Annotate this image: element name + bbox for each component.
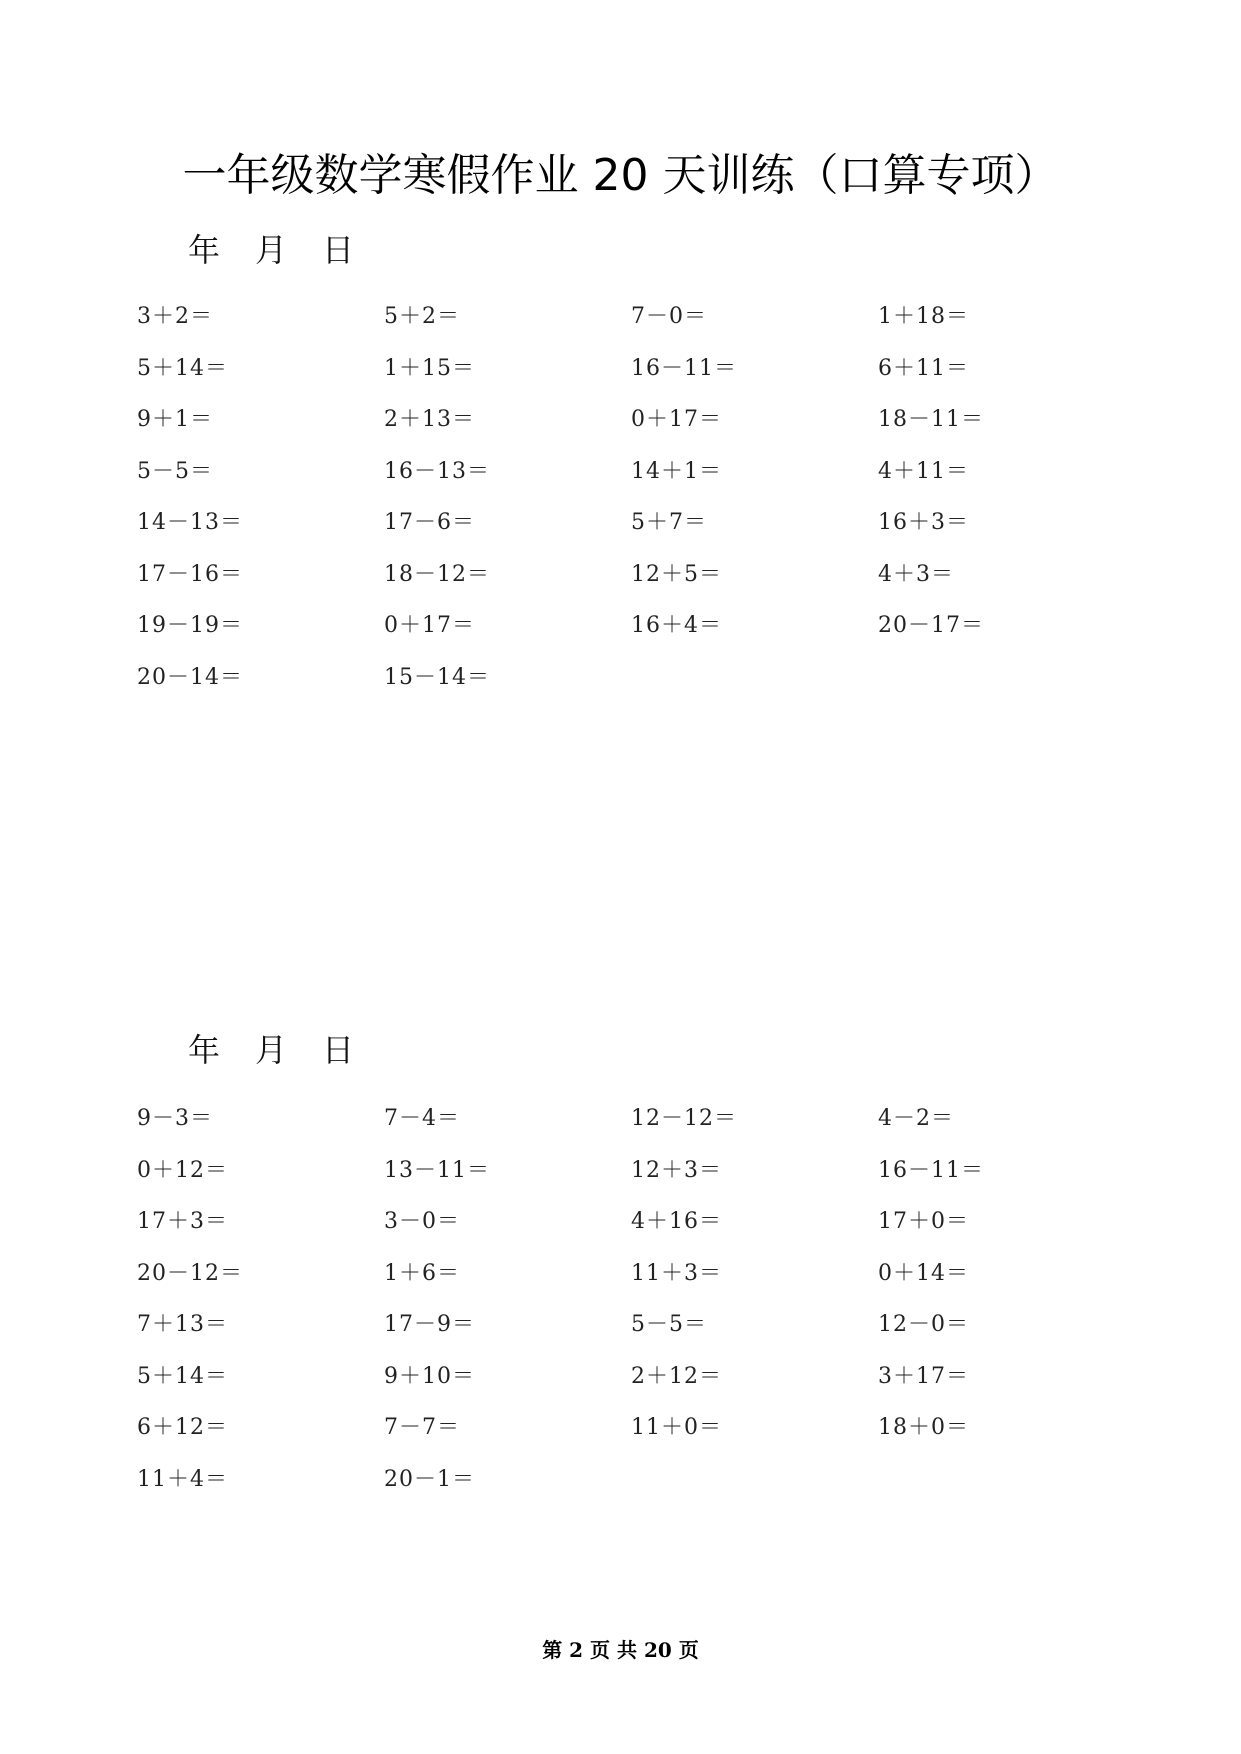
math-problem: 11＋3＝ [631, 1260, 722, 1286]
math-problem: 12－0＝ [878, 1312, 969, 1337]
problem-grid [137, 1104, 1127, 1516]
math-problem: 20－1＝ [384, 1466, 475, 1492]
math-problem: 7－7＝ [384, 1415, 460, 1440]
math-problem: 6＋11＝ [878, 355, 969, 381]
math-problem: 3＋2＝ [137, 304, 213, 329]
math-problem: 9＋10＝ [384, 1363, 475, 1389]
math-problem: 5＋14＝ [137, 355, 228, 381]
math-problem: 18－12＝ [384, 561, 490, 587]
math-problem: 1＋6＝ [384, 1260, 460, 1286]
math-problem: 16－13＝ [384, 458, 490, 484]
math-problem: 20－12＝ [137, 1260, 243, 1286]
page-title: 一年级数学寒假作业 20 天训练（口算专项） [182, 150, 1059, 201]
math-problem: 18＋0＝ [878, 1415, 969, 1440]
date-month-label: 月 [255, 231, 288, 269]
math-problem: 17－9＝ [384, 1312, 475, 1337]
math-problem: 5＋7＝ [631, 510, 707, 535]
problem-grid [137, 302, 1127, 714]
math-problem: 7＋13＝ [137, 1312, 228, 1337]
math-problem: 5－5＝ [631, 1312, 707, 1337]
math-problem: 16－11＝ [631, 355, 737, 381]
math-problem: 0＋17＝ [631, 407, 722, 432]
math-problem: 5－5＝ [137, 458, 213, 484]
math-problem: 9－3＝ [137, 1106, 213, 1131]
math-problem: 2＋12＝ [631, 1363, 722, 1389]
date-year-label: 年 [188, 231, 221, 269]
math-problem: 12＋5＝ [631, 561, 722, 587]
math-problem: 16＋3＝ [878, 510, 969, 535]
math-problem: 20－14＝ [137, 664, 243, 690]
math-problem: 4＋11＝ [878, 458, 969, 484]
math-problem: 15－14＝ [384, 664, 490, 690]
math-problem: 12－12＝ [631, 1106, 737, 1131]
math-problem: 17＋0＝ [878, 1209, 969, 1234]
date-day-label: 日 [322, 1031, 355, 1069]
math-problem: 17－6＝ [384, 510, 475, 535]
date-month-label: 月 [255, 1031, 288, 1069]
math-problem: 11＋0＝ [631, 1415, 722, 1440]
math-problem: 9＋1＝ [137, 407, 213, 432]
math-problem: 4＋16＝ [631, 1209, 722, 1234]
date-year-label: 年 [188, 1031, 221, 1069]
math-problem: 1＋18＝ [878, 304, 969, 329]
math-problem: 5＋14＝ [137, 1363, 228, 1389]
math-problem: 1＋15＝ [384, 355, 475, 381]
math-problem: 4＋3＝ [878, 561, 954, 587]
math-problem: 17＋3＝ [137, 1209, 228, 1234]
date-line [188, 1030, 362, 1070]
math-problem: 3＋17＝ [878, 1363, 969, 1389]
math-problem: 14－13＝ [137, 510, 243, 535]
math-problem: 4－2＝ [878, 1106, 954, 1131]
math-problem: 7－0＝ [631, 304, 707, 329]
date-day-label: 日 [322, 231, 355, 269]
math-problem: 17－16＝ [137, 561, 243, 587]
math-problem: 11＋4＝ [137, 1466, 228, 1492]
math-problem: 7－4＝ [384, 1106, 460, 1131]
math-problem: 19－19＝ [137, 613, 243, 638]
math-problem: 12＋3＝ [631, 1157, 722, 1183]
math-problem: 2＋13＝ [384, 407, 475, 432]
math-problem: 0＋12＝ [137, 1157, 228, 1183]
math-problem: 16－11＝ [878, 1157, 984, 1183]
date-line [188, 230, 362, 270]
math-problem: 16＋4＝ [631, 613, 722, 638]
math-problem: 18－11＝ [878, 407, 984, 432]
math-problem: 0＋14＝ [878, 1260, 969, 1286]
page-footer: 第 2 页 共 20 页 [542, 1638, 699, 1662]
math-problem: 6＋12＝ [137, 1415, 228, 1440]
math-problem: 3－0＝ [384, 1209, 460, 1234]
math-problem: 0＋17＝ [384, 613, 475, 638]
math-problem: 14＋1＝ [631, 458, 722, 484]
math-problem: 13－11＝ [384, 1157, 490, 1183]
math-problem: 20－17＝ [878, 613, 984, 638]
math-problem: 5＋2＝ [384, 304, 460, 329]
